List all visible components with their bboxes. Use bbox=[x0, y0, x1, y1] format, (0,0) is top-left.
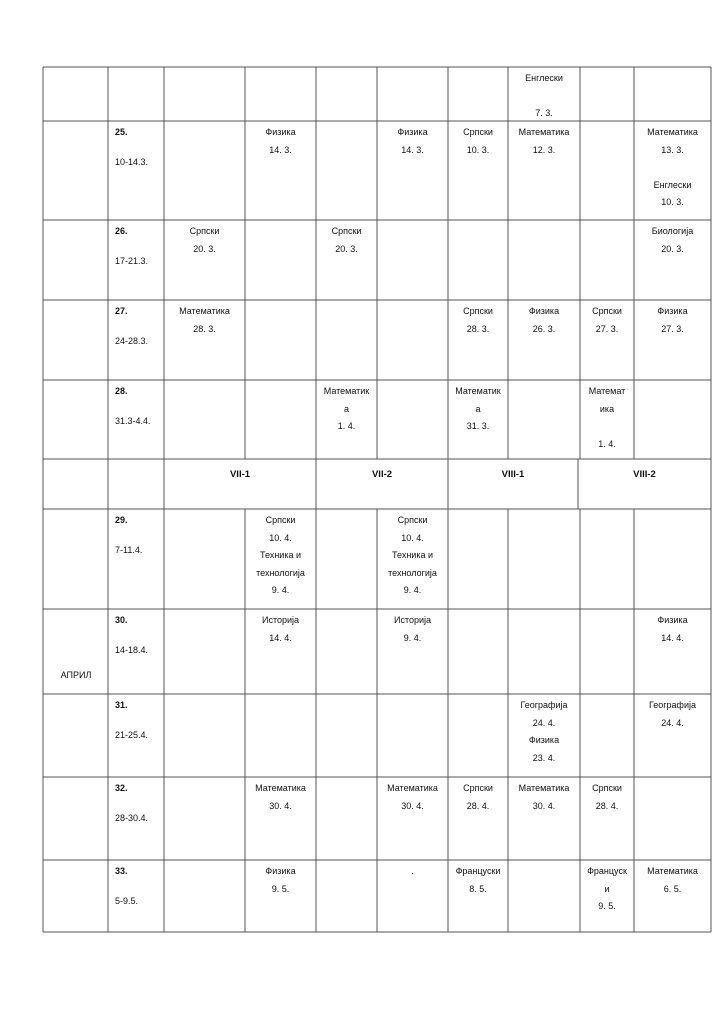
week-number: 31. bbox=[115, 700, 128, 710]
week-label bbox=[115, 512, 161, 559]
exam-cell-line: Математика bbox=[518, 127, 570, 137]
week-number: 29. bbox=[115, 515, 128, 525]
exam-cell-line: Српски bbox=[463, 783, 493, 793]
exam-cell bbox=[245, 512, 316, 600]
exam-cell-line: 14. 4. bbox=[269, 632, 292, 643]
exam-cell-line: 31. 3. bbox=[466, 421, 490, 431]
exam-cell-line: Математика bbox=[255, 783, 306, 793]
exam-cell bbox=[508, 780, 580, 815]
week-dates: 31.3-4.4. bbox=[115, 415, 151, 426]
exam-cell-line: 27. 3. bbox=[595, 323, 619, 334]
exam-cell bbox=[448, 124, 508, 159]
exam-cell-line: 28. 4. bbox=[466, 800, 490, 811]
exam-cell-line: Географија bbox=[648, 700, 696, 710]
exam-cell bbox=[448, 780, 508, 815]
exam-cell bbox=[164, 303, 245, 338]
exam-cell-line: 30. 4. bbox=[269, 800, 292, 811]
week-dates: 14-18.4. bbox=[115, 644, 149, 655]
exam-cell bbox=[377, 124, 448, 159]
week-dates: 17-21.3. bbox=[115, 255, 149, 266]
exam-cell bbox=[245, 124, 316, 159]
exam-cell bbox=[634, 697, 711, 732]
exam-cell-line bbox=[508, 88, 580, 106]
exam-cell-line: Српски bbox=[463, 306, 493, 316]
week-label bbox=[115, 863, 161, 910]
exam-cell-line: 20. 3. bbox=[661, 243, 684, 254]
month-label: АПРИЛ bbox=[60, 670, 92, 680]
exam-cell-line: 28. 4. bbox=[595, 800, 619, 811]
exam-cell-line: Физика bbox=[397, 127, 428, 137]
week-dates: 28-30.4. bbox=[115, 812, 149, 823]
exam-cell-line: Физика bbox=[528, 735, 560, 745]
week-dates: 10-14.3. bbox=[115, 156, 149, 167]
exam-cell-line: а bbox=[475, 403, 481, 414]
exam-cell bbox=[634, 124, 711, 212]
exam-cell-line: Техника и bbox=[392, 550, 433, 560]
week-label bbox=[115, 697, 161, 744]
exam-cell bbox=[508, 124, 580, 159]
exam-cell bbox=[508, 697, 580, 767]
week-label bbox=[115, 612, 161, 659]
exam-cell bbox=[316, 383, 377, 436]
exam-cell bbox=[164, 223, 245, 258]
exam-cell-line: 30. 4. bbox=[532, 800, 556, 811]
exam-cell-line: Математик bbox=[455, 386, 501, 396]
exam-cell-line: 6. 5. bbox=[663, 883, 682, 894]
week-dates: 5-9.5. bbox=[115, 895, 139, 906]
exam-cell bbox=[508, 70, 580, 123]
exam-cell-line: Српски bbox=[592, 783, 622, 793]
exam-cell-line bbox=[580, 418, 634, 436]
exam-cell-line: Математик bbox=[323, 386, 370, 396]
exam-cell-line: Српски bbox=[463, 127, 493, 137]
exam-cell-line: 23. 4. bbox=[532, 752, 556, 763]
exam-cell-line: 14. 3. bbox=[269, 144, 292, 155]
exam-cell bbox=[448, 383, 508, 436]
exam-cell-line: Енглески bbox=[653, 179, 692, 190]
exam-cell-line: 10. 4. bbox=[269, 532, 292, 543]
exam-cell-line: ика bbox=[599, 403, 615, 414]
exam-cell-line: 28. 3. bbox=[466, 323, 490, 334]
exam-cell-line: Српски bbox=[397, 515, 428, 525]
week-number: 32. bbox=[115, 783, 128, 793]
class-header: VIII-1 bbox=[501, 469, 525, 480]
week-label bbox=[115, 780, 161, 827]
exam-cell bbox=[245, 612, 316, 647]
week-number: 25. bbox=[115, 127, 128, 137]
exam-cell-line: 13. 3. bbox=[661, 144, 684, 155]
class-header: VIII-2 bbox=[633, 469, 656, 480]
exam-cell-line: и bbox=[604, 883, 610, 894]
exam-cell-line: 7. 3. bbox=[535, 108, 553, 118]
exam-cell bbox=[634, 612, 711, 647]
week-number: 26. bbox=[115, 226, 128, 236]
exam-cell-line: 14. 3. bbox=[401, 144, 424, 155]
exam-cell bbox=[580, 780, 634, 815]
week-dates: 7-11.4. bbox=[115, 544, 143, 555]
exam-cell bbox=[634, 303, 711, 338]
exam-cell-line: Физика bbox=[657, 306, 688, 316]
exam-cell bbox=[316, 223, 377, 258]
exam-cell-line: Српски bbox=[331, 226, 362, 236]
exam-cell-line: Српски bbox=[592, 306, 622, 316]
exam-cell-line: Историја bbox=[393, 615, 432, 625]
exam-cell bbox=[377, 780, 448, 815]
exam-cell-line: 27. 3. bbox=[661, 323, 684, 334]
exam-cell-line: 9. 5. bbox=[598, 901, 616, 911]
exam-cell-line: 20. 3. bbox=[193, 243, 216, 254]
exam-cell-line: Француски bbox=[455, 866, 501, 876]
week-label bbox=[115, 124, 161, 171]
exam-cell bbox=[377, 612, 448, 647]
week-number: 28. bbox=[115, 386, 128, 396]
exam-cell-line: Физика bbox=[265, 866, 296, 876]
week-label bbox=[115, 223, 161, 270]
exam-cell-line: Математика bbox=[647, 127, 698, 137]
exam-cell-line: 12. 3. bbox=[532, 144, 556, 155]
week-dates: 21-25.4. bbox=[115, 729, 149, 740]
week-label bbox=[115, 303, 161, 350]
exam-cell-line: Физика bbox=[657, 615, 688, 625]
exam-cell-line: Техника и bbox=[260, 550, 301, 560]
exam-cell bbox=[508, 303, 580, 338]
week-number: 30. bbox=[115, 615, 128, 625]
exam-cell-line: Математика bbox=[647, 866, 698, 876]
exam-cell bbox=[448, 303, 508, 338]
exam-cell-line: Енглески bbox=[525, 73, 563, 83]
exam-cell-line: Математика bbox=[518, 783, 570, 793]
exam-cell bbox=[580, 383, 634, 453]
exam-cell-line: Математика bbox=[179, 306, 230, 316]
exam-cell-line: 9. 5. bbox=[271, 883, 290, 894]
exam-cell-line: 1. 4. bbox=[598, 438, 616, 449]
exam-cell-line: 10. 3. bbox=[466, 144, 490, 155]
exam-cell-line: 28. 3. bbox=[193, 323, 216, 334]
exam-cell-line: 9. 4. bbox=[403, 632, 422, 643]
exam-cell-line: 1. 4. bbox=[337, 421, 356, 431]
exam-cell-line: 24. 4. bbox=[661, 717, 684, 728]
week-dates: 24-28.3. bbox=[115, 335, 149, 346]
exam-cell bbox=[377, 512, 448, 600]
exam-cell bbox=[580, 863, 634, 916]
exam-cell bbox=[634, 863, 711, 898]
exam-cell-line: 30. 4. bbox=[401, 800, 424, 811]
exam-cell-line: 26. 3. bbox=[532, 323, 556, 334]
exam-cell-line: 24. 4. bbox=[532, 717, 556, 728]
week-label bbox=[115, 383, 161, 430]
exam-cell-line: 8. 5. bbox=[469, 883, 487, 894]
exam-cell-line: Српски bbox=[189, 226, 220, 236]
exam-cell-line: 10. 3. bbox=[661, 197, 684, 207]
week-number: 27. bbox=[115, 306, 128, 316]
exam-cell-line bbox=[634, 159, 711, 177]
class-header: VII-1 bbox=[229, 469, 251, 480]
exam-cell-line: Физика bbox=[265, 127, 296, 137]
exam-cell-line: Математика bbox=[387, 783, 438, 793]
exam-cell-line: Француск bbox=[587, 866, 627, 876]
exam-cell-line: технологија bbox=[388, 567, 437, 578]
exam-cell-line: 20. 3. bbox=[335, 243, 358, 254]
exam-cell bbox=[377, 863, 448, 881]
exam-cell-line: . bbox=[411, 866, 414, 876]
exam-cell-line: 14. 4. bbox=[661, 632, 684, 643]
exam-cell-line: Физика bbox=[528, 306, 560, 316]
exam-cell-line: Географија bbox=[520, 700, 568, 710]
exam-cell bbox=[634, 223, 711, 258]
exam-cell-line: Биологија bbox=[651, 226, 694, 236]
exam-cell-line: Математ bbox=[588, 386, 626, 396]
exam-cell-line: Српски bbox=[265, 515, 296, 525]
exam-cell bbox=[245, 863, 316, 898]
exam-cell bbox=[245, 780, 316, 815]
exam-cell-line: а bbox=[343, 403, 349, 414]
exam-cell-line: технологија bbox=[256, 567, 305, 578]
exam-cell bbox=[580, 303, 634, 338]
exam-cell-line: 9. 4. bbox=[403, 585, 422, 595]
class-header: VII-2 bbox=[371, 469, 393, 480]
week-number: 33. bbox=[115, 866, 128, 876]
exam-cell-line: 10. 4. bbox=[401, 532, 424, 543]
exam-cell bbox=[448, 863, 508, 898]
exam-cell-line: 9. 4. bbox=[271, 585, 290, 595]
exam-cell-line: Историја bbox=[261, 615, 300, 625]
